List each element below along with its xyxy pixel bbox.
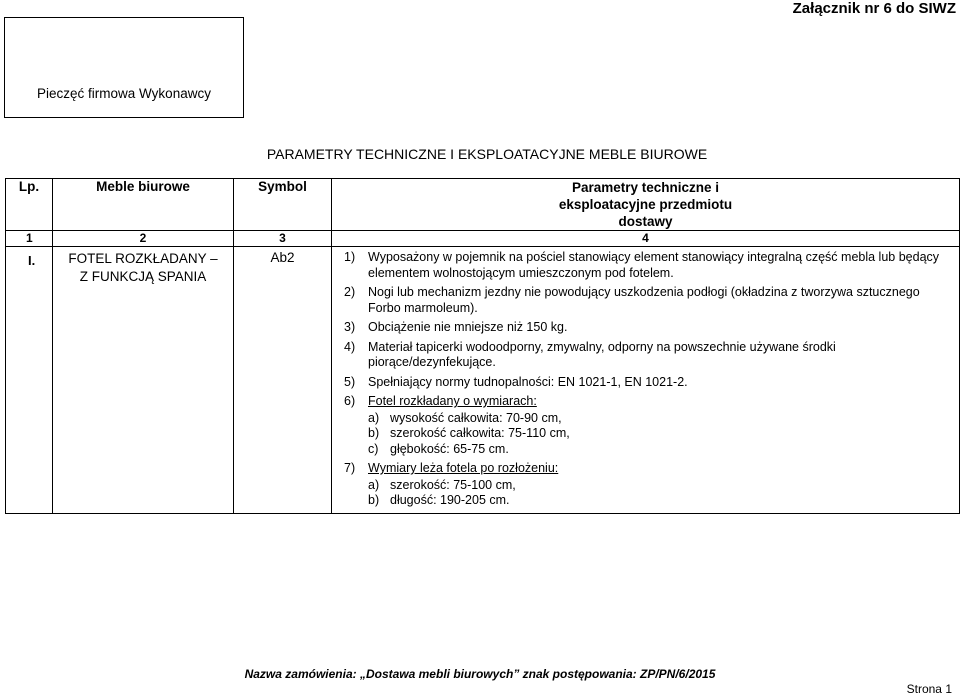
param-number: 4) <box>344 339 356 354</box>
param-item <box>344 375 953 391</box>
param-block <box>368 394 953 457</box>
param-number: 2) <box>344 285 356 299</box>
list-item <box>368 478 953 494</box>
sub-text: szerokość całkowita: 75-110 cm, <box>390 426 570 440</box>
sub-letter: a) <box>368 410 380 425</box>
row-name-line2: Z FUNKCJĄ SPANIA <box>79 269 207 284</box>
attachment-label: Załącznik nr 6 do SIWZ <box>792 0 956 17</box>
sub-text: głębokość: 65-75 cm. <box>390 441 509 456</box>
row-name <box>53 247 234 514</box>
param-number: 1) <box>344 250 356 264</box>
sub-text: długość: 190-205 cm. <box>390 493 510 507</box>
header-params-text: Parametry techniczne i eksploatacyjne przedmiotu dostawy <box>558 180 733 229</box>
footer-procurement-note: Nazwa zamówienia: „Dostawa mebli biurowych” znak postępowania: ZP/PN/6/2015 <box>244 667 716 681</box>
row-params <box>332 247 960 514</box>
row-symbol: Ab2 <box>234 247 332 514</box>
header-name: Meble biurowe <box>53 179 234 231</box>
param-block <box>368 461 953 509</box>
param-number: 6) <box>344 394 356 408</box>
param-text: Nogi lub mechanizm jezdny nie powodujący uszkodzenia podłogi (okładzina z tworzywa sztucznego Forbo marmoleum). <box>368 285 920 315</box>
col-number-4: 4 <box>332 231 960 247</box>
specs-table <box>5 178 960 514</box>
param-item <box>344 394 953 457</box>
sub-letter: b) <box>368 426 380 440</box>
param-text: Fotel rozkładany o wymiarach: <box>368 394 537 408</box>
param-text: Materiał tapicerki wodoodporny, zmywalny, odporny na powszechnie używane środki piorące/dezynfekujące. <box>368 339 836 369</box>
table-row <box>6 247 960 514</box>
list-item <box>368 426 953 442</box>
document-title: PARAMETRY TECHNICZNE I EKSPLOATACYJNE MEBLE BIUROWE <box>266 146 708 162</box>
param-item <box>344 285 953 316</box>
sub-letter: a) <box>368 477 380 492</box>
param-number: 3) <box>344 320 356 334</box>
table-header-row <box>6 179 960 231</box>
param-item <box>344 250 953 281</box>
dimension-list <box>368 411 953 458</box>
list-item <box>368 493 953 509</box>
param-item <box>344 340 953 371</box>
sub-text: szerokość: 75-100 cm, <box>390 477 516 492</box>
stamp-label: Pieczęć firmowa Wykonawcy <box>37 86 211 101</box>
param-text: Wyposażony w pojemnik na pościel stanowiący element stanowiący integralną część mebla lub będący elementem wolnostojącym umieszczonym pod fotelem. <box>368 250 940 280</box>
col-number-3: 3 <box>234 231 332 247</box>
sub-letter: c) <box>368 441 379 456</box>
row-lp: I. <box>6 247 53 514</box>
param-item <box>344 320 953 336</box>
param-number: 5) <box>344 374 356 389</box>
params-list <box>344 250 953 509</box>
param-item <box>344 461 953 509</box>
header-symbol: Symbol <box>234 179 332 231</box>
param-text: Obciążenie nie mniejsze niż 150 kg. <box>368 320 568 334</box>
header-lp: Lp. <box>6 179 53 231</box>
list-item <box>368 442 953 458</box>
col-number-1: 1 <box>6 231 53 247</box>
column-number-row <box>6 231 960 247</box>
sub-text: wysokość całkowita: 70-90 cm, <box>390 410 562 425</box>
header-params <box>332 179 960 231</box>
param-text: Spełniający normy tudnopalności: EN 1021-1, EN 1021-2. <box>368 374 688 389</box>
page-number: Strona 1 <box>906 682 952 696</box>
param-text: Wymiary leża fotela po rozłożeniu: <box>368 461 559 475</box>
col-number-2: 2 <box>53 231 234 247</box>
param-number: 7) <box>344 461 356 475</box>
sub-letter: b) <box>368 493 380 507</box>
bed-dimension-list <box>368 478 953 509</box>
company-stamp-box <box>4 17 244 118</box>
row-name-line1: FOTEL ROZKŁADANY – <box>68 251 218 266</box>
list-item <box>368 411 953 427</box>
